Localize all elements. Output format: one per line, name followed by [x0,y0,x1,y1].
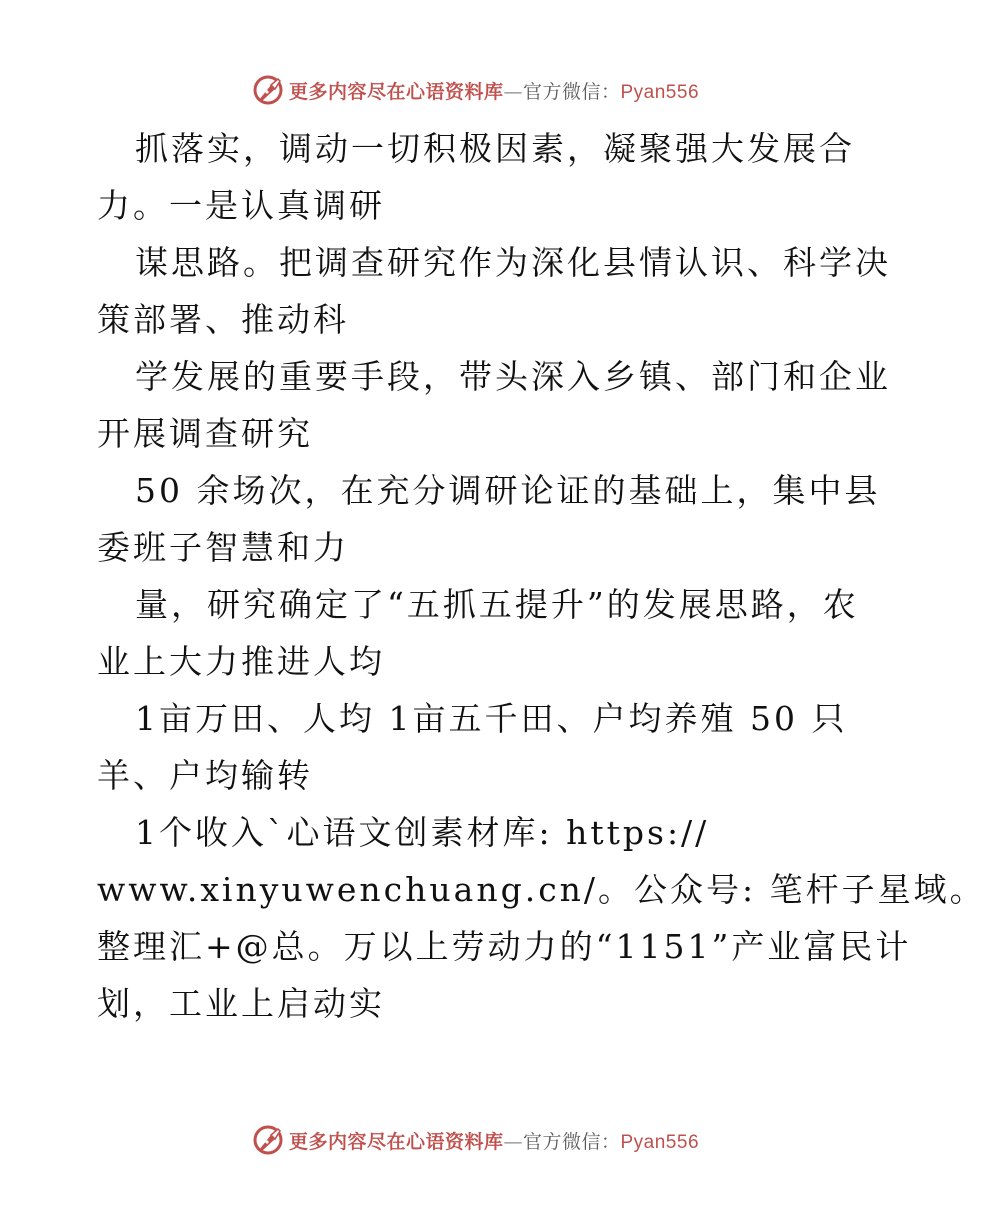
watermark-dash: — [503,1130,523,1153]
pen-nib-logo-icon [251,73,285,107]
body-line: 开展调查研究 [97,414,313,453]
body-line: 力。一是认真调研 [97,186,385,225]
body-line: www.xinyuwenchuang.cn/。公众号: 笔杆子星域。 [97,870,986,909]
watermark-id: Pyan556 [620,81,700,103]
body-line: 整理汇+@总。万以上劳动力的“1151”产业富民计 [97,927,912,966]
watermark-main: 更多内容尽在心语资料库 [288,80,504,103]
body-line: 策部署、推动科 [97,300,349,339]
body-line: 1个收入`心语文创素材库: https:// [135,813,710,852]
body-line: 1亩万田、人均 1亩五千田、户均养殖 50 只 [135,699,848,738]
watermark-label: 官方微信： [522,1130,621,1153]
watermark-main: 更多内容尽在心语资料库 [288,1130,504,1153]
watermark-dash: — [503,80,523,103]
watermark-text [289,1127,699,1154]
watermark-text [289,77,699,104]
watermark-id: Pyan556 [620,1131,700,1153]
body-line: 抓落实，调动一切积极因素，凝聚强大发展合 [135,129,855,168]
body-line: 委班子智慧和力 [97,528,349,567]
body-line: 业上大力推进人均 [97,642,385,681]
watermark-label: 官方微信： [522,80,621,103]
pen-nib-logo-icon [251,1123,285,1157]
body-line: 学发展的重要手段，带头深入乡镇、部门和企业 [135,357,891,396]
header-watermark [0,70,950,110]
body-line: 划，工业上启动实 [97,984,385,1023]
footer-watermark [0,1120,950,1160]
body-line: 谋思路。把调查研究作为深化县情认识、科学决 [135,243,891,282]
document-body [97,120,986,1032]
body-line: 量，研究确定了“五抓五提升”的发展思路，农 [135,585,859,624]
body-line: 50 余场次，在充分调研论证的基础上，集中县 [135,471,881,510]
body-line: 羊、户均输转 [97,756,313,795]
